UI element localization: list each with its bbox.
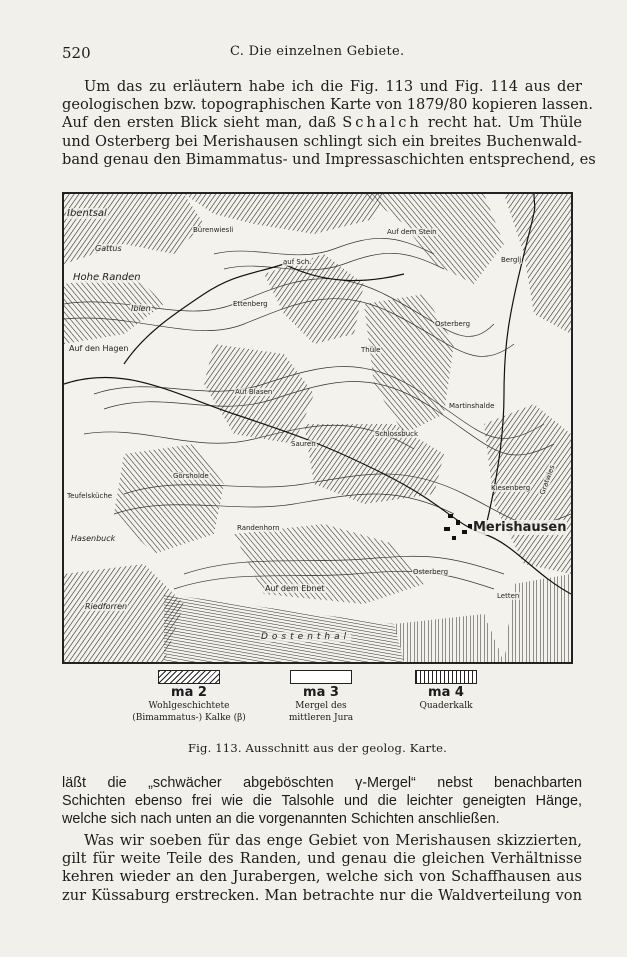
- legend-desc: Quaderkalk: [419, 701, 473, 711]
- legend-code: ma 3: [303, 685, 339, 700]
- map-label: Hasenbuck: [71, 534, 116, 543]
- legend-swatch-diagonal: [158, 670, 220, 684]
- map-label: Schlossbuck: [375, 430, 419, 438]
- map-label: Letten: [497, 592, 520, 600]
- legend-code: ma 2: [171, 685, 207, 700]
- figure-caption: Fig. 113. Ausschnitt aus der geolog. Karte.: [187, 741, 448, 755]
- map-label: Auf dem Ebnet: [265, 584, 325, 593]
- map-legend: [62, 670, 573, 736]
- map-label: Görsholde: [173, 472, 209, 480]
- map-label: Kiesenberg: [491, 484, 531, 492]
- legend-code: ma 4: [428, 685, 464, 700]
- legend-desc: Wohlgeschichtete: [148, 701, 230, 711]
- geological-map: [62, 192, 573, 664]
- map-label: Osterberg: [435, 320, 471, 328]
- running-head: [62, 44, 582, 64]
- text-line: Schichten ebenso frei wie die Talsohle und die leichter geneigten Hänge,: [62, 793, 582, 810]
- legend-swatch-vertical: [415, 670, 477, 684]
- legend-desc: (Bimammatus-) Kalke (β): [132, 713, 246, 723]
- legend-desc: mittleren Jura: [288, 713, 354, 723]
- map-label: Ibentsal: [67, 208, 107, 219]
- text-line: Um das zu erläutern habe ich die Fig. 113 und Fig. 114 aus der: [84, 78, 582, 95]
- author-name-spaced: Schalch: [342, 114, 422, 132]
- legend-swatch-plain: [290, 670, 352, 684]
- map-label: Bürenwiesli: [193, 226, 234, 234]
- map-label: Teufelsküche: [67, 492, 113, 500]
- chapter-title: C. Die einzelnen Gebiete.: [230, 44, 405, 59]
- text-line: Was wir soeben für das enge Gebiet von Merishausen skizzierten,: [84, 832, 582, 849]
- legend-item-ma3: [256, 670, 386, 724]
- text-line: gilt für weite Teile des Randen, und genau die gleichen Verhältnisse: [62, 850, 582, 868]
- map-label: Osterberg: [413, 568, 449, 576]
- text-line: Auf den ersten Blick sieht man, daß Schalch recht hat. Um Thüle: [62, 114, 582, 132]
- legend-desc: Mergel des: [295, 701, 347, 711]
- map-label: Ettenberg: [233, 300, 268, 308]
- text-line: läßt die „schwächer abgeböschten γ-Mergel“ nebst benachbarten: [62, 775, 582, 791]
- text-line: band genau den Bimammatus- und Impressaschichten entsprechend, es: [62, 150, 596, 168]
- map-label-town: Merishausen: [473, 520, 567, 535]
- paragraph-intro: [62, 78, 596, 169]
- map-label: Auf Blasen: [235, 388, 273, 396]
- text-line: und Osterberg bei Merishausen schlingt sich ein breites Buchenwald-: [62, 132, 582, 150]
- text-line: kehren wieder an den Jurabergen, welche sich von Schaffhausen aus: [62, 868, 582, 886]
- map-label: Riedforren: [85, 602, 128, 611]
- page-number: 520: [62, 44, 91, 62]
- map-label: Gattus: [95, 244, 122, 253]
- map-label: Auf dem Stein: [387, 228, 437, 236]
- map-label: Hohe Randen: [73, 272, 141, 283]
- legend-item-ma2: [114, 670, 264, 724]
- paragraph-next: [62, 832, 582, 905]
- map-label: Dostenthal: [261, 632, 351, 642]
- text-line: zur Küssaburg erstrecken. Man betrachte nur die Waldverteilung von: [62, 886, 582, 904]
- map-label: Martinshalde: [449, 402, 495, 410]
- paragraph-continuation: [62, 774, 582, 829]
- map-label: Auf den Hagen: [69, 344, 129, 353]
- map-label: Iblen: [131, 304, 151, 313]
- map-label: Sauren: [291, 440, 316, 448]
- map-label: Berglj: [501, 256, 522, 264]
- map-label: Thüle: [361, 346, 381, 354]
- text-line: geologischen bzw. topographischen Karte von 1879/80 kopieren lassen.: [62, 96, 593, 114]
- map-label: Randenhorn: [237, 524, 280, 532]
- map-label: Gratwies: [538, 463, 557, 496]
- map-label: auf Sch.: [283, 258, 312, 266]
- legend-item-ma4: [386, 670, 506, 712]
- text-line: welche sich nach unten an die vorgenannten Schichten anschließen.: [62, 811, 500, 828]
